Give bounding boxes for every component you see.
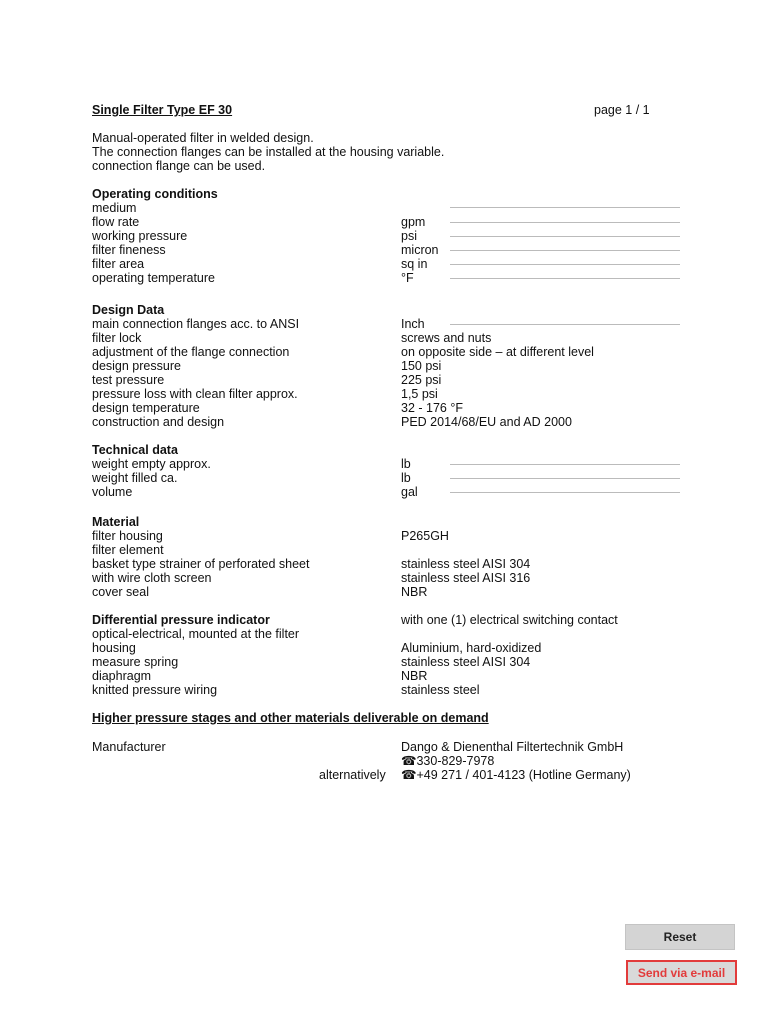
intro-text	[92, 131, 444, 173]
field-label: working pressure	[92, 229, 188, 243]
field-label: with wire cloth screen	[92, 571, 212, 585]
field-weight-empty	[92, 457, 692, 471]
field-label: optical-electrical, mounted at the filter	[92, 627, 300, 641]
phone-icon: ☎	[401, 768, 417, 782]
filter-area-input-line[interactable]	[450, 264, 680, 265]
differential-pressure-indicator-section	[92, 613, 692, 697]
section-title-row	[92, 613, 692, 627]
phone-number: 330-829-7978	[416, 754, 495, 768]
section-title: Differential pressure indicator	[92, 613, 270, 627]
field-value: stainless steel AISI 304	[401, 655, 531, 669]
field-label: knitted pressure wiring	[92, 683, 218, 697]
field-filter-area	[92, 257, 692, 271]
field-value: NBR	[401, 585, 428, 599]
section-title: Technical data	[92, 443, 178, 457]
field-label: medium	[92, 201, 137, 215]
field-label: housing	[92, 641, 136, 655]
field-label: flow rate	[92, 215, 140, 229]
field-optical-electrical	[92, 627, 692, 641]
field-medium	[92, 201, 692, 215]
document-title: Single Filter Type EF 30	[92, 103, 233, 117]
section-title-value: with one (1) electrical switching contact	[401, 613, 618, 627]
section-title: Material	[92, 515, 140, 529]
field-value: P265GH	[401, 529, 449, 543]
field-working-pressure	[92, 229, 692, 243]
phone-row	[92, 754, 692, 768]
field-value: PED 2014/68/EU and AD 2000	[401, 415, 572, 429]
phone-icon: ☎	[401, 754, 417, 768]
field-label: volume	[92, 485, 133, 499]
field-diaphragm	[92, 669, 692, 683]
field-value: 225 psi	[401, 373, 442, 387]
field-filter-lock	[92, 331, 692, 345]
field-value: stainless steel AISI 304	[401, 557, 531, 571]
field-wire-cloth-screen	[92, 571, 692, 585]
field-unit: sq in	[401, 257, 428, 271]
field-unit: lb	[401, 471, 411, 485]
field-main-connection-flanges	[92, 317, 692, 331]
manufacturer-label: Manufacturer	[92, 740, 166, 754]
field-unit: °F	[401, 271, 414, 285]
alt-phone-number: +49 271 / 401-4123 (Hotline Germany)	[416, 768, 631, 782]
field-value: stainless steel AISI 316	[401, 571, 531, 585]
field-volume	[92, 485, 692, 499]
page-number: page 1 / 1	[594, 103, 650, 117]
field-filter-element	[92, 543, 692, 557]
field-knitted-pressure-wiring	[92, 683, 692, 697]
field-value: Inch	[401, 317, 425, 331]
field-pressure-loss	[92, 387, 692, 401]
field-unit: micron	[401, 243, 439, 257]
manufacturer-section	[92, 740, 692, 782]
working-pressure-input-line[interactable]	[450, 236, 680, 237]
operating-conditions-section	[92, 187, 692, 285]
alt-phone-entry	[401, 768, 631, 782]
field-weight-filled	[92, 471, 692, 485]
field-construction-design	[92, 415, 692, 429]
availability-notice: Higher pressure stages and other materials deliverable on demand	[92, 711, 489, 725]
field-value: stainless steel	[401, 683, 480, 697]
field-basket-strainer	[92, 557, 692, 571]
field-label: basket type strainer of perforated sheet	[92, 557, 310, 571]
flange-size-input-line[interactable]	[450, 324, 680, 325]
field-flange-adjustment	[92, 345, 692, 359]
medium-input-line[interactable]	[450, 207, 680, 208]
field-label: weight empty approx.	[92, 457, 211, 471]
field-value: 1,5 psi	[401, 387, 438, 401]
field-cover-seal	[92, 585, 692, 599]
field-value: 150 psi	[401, 359, 442, 373]
field-value: on opposite side – at different level	[401, 345, 594, 359]
field-label: adjustment of the flange connection	[92, 345, 290, 359]
field-label: measure spring	[92, 655, 179, 669]
field-label: operating temperature	[92, 271, 215, 285]
intro-line: The connection flanges can be installed at the housing variable.	[92, 145, 445, 159]
field-label: design temperature	[92, 401, 200, 415]
field-measure-spring	[92, 655, 692, 669]
section-title: Operating conditions	[92, 187, 218, 201]
field-label: filter element	[92, 543, 164, 557]
field-unit: gal	[401, 485, 418, 499]
field-test-pressure	[92, 373, 692, 387]
field-design-temperature	[92, 401, 692, 415]
field-flow-rate	[92, 215, 692, 229]
field-filter-housing	[92, 529, 692, 543]
design-data-section	[92, 303, 692, 429]
field-unit: lb	[401, 457, 411, 471]
operating-temperature-input-line[interactable]	[450, 278, 680, 279]
field-housing	[92, 641, 692, 655]
alternatively-label: alternatively	[319, 768, 386, 782]
field-filter-fineness	[92, 243, 692, 257]
field-design-pressure	[92, 359, 692, 373]
alt-phone-row	[92, 768, 692, 782]
manufacturer-row	[92, 740, 692, 754]
intro-line: connection flange can be used.	[92, 159, 266, 173]
field-value: 32 - 176 °F	[401, 401, 463, 415]
field-label: cover seal	[92, 585, 149, 599]
technical-data-section	[92, 443, 692, 499]
field-value: screws and nuts	[401, 331, 492, 345]
field-label: filter housing	[92, 529, 163, 543]
filter-fineness-input-line[interactable]	[450, 250, 680, 251]
volume-input-line[interactable]	[450, 492, 680, 493]
field-label: weight filled ca.	[92, 471, 178, 485]
field-label: main connection flanges acc. to ANSI	[92, 317, 300, 331]
flow-rate-input-line[interactable]	[450, 222, 680, 223]
reset-button[interactable]: Reset	[625, 924, 735, 950]
field-unit: psi	[401, 229, 417, 243]
phone-entry	[401, 754, 494, 768]
manufacturer-name: Dango & Dienenthal Filtertechnik GmbH	[401, 740, 624, 754]
field-label: construction and design	[92, 415, 225, 429]
field-label: pressure loss with clean filter approx.	[92, 387, 298, 401]
field-label: filter fineness	[92, 243, 166, 257]
weight-empty-input-line[interactable]	[450, 464, 680, 465]
field-value: NBR	[401, 669, 428, 683]
intro-line: Manual-operated filter in welded design.	[92, 131, 314, 145]
field-label: filter area	[92, 257, 145, 271]
field-label: filter lock	[92, 331, 142, 345]
field-label: diaphragm	[92, 669, 152, 683]
field-operating-temperature	[92, 271, 692, 285]
field-label: test pressure	[92, 373, 165, 387]
send-email-button[interactable]: Send via e-mail	[626, 960, 737, 985]
field-label: design pressure	[92, 359, 181, 373]
field-unit: gpm	[401, 215, 426, 229]
section-title: Design Data	[92, 303, 165, 317]
field-value: Aluminium, hard-oxidized	[401, 641, 542, 655]
weight-filled-input-line[interactable]	[450, 478, 680, 479]
material-section	[92, 515, 692, 599]
